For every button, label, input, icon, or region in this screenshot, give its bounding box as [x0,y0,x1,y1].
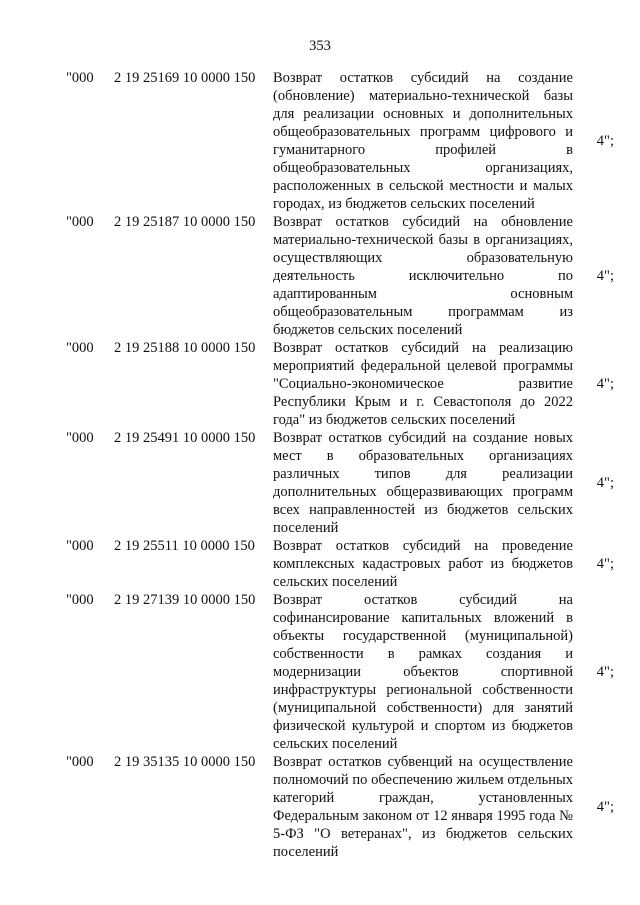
row-description: Возврат остатков субсидий на создание (обновление) материально-технической базы для реализации основных и дополнительных общеобразовательных программ цифрового и гуманитарного профилей в общеобразовательных организациях, расположенных в сельской местности и малых городах, из бюджетов сельских поселений [273,70,573,212]
row-code-prefix: "000 [66,214,94,230]
table-row [0,753,640,861]
row-description: Возврат остатков субвенций на осуществление полномочий по обеспечению жильем отдельных категорий граждан, установленных Федеральным законом от 12 января 1995 года № 5-ФЗ "О ветеранах", из бюджетов сельских поселений [273,754,573,860]
row-suffix: 4"; [596,799,614,815]
row-code: 2 19 25491 10 0000 150 [114,430,256,446]
row-description: Возврат остатков субсидий на проведение комплексных кадастровых работ из бюджетов сельских поселений [273,538,573,590]
row-code: 2 19 25187 10 0000 150 [114,214,256,230]
row-code: 2 19 25188 10 0000 150 [114,340,256,356]
row-description: Возврат остатков субсидий на создание новых мест в образовательных организациях различных типов для реализации дополнительных общеразвивающих программ всех направленностей из бюджетов сельских поселений [273,430,573,536]
row-code: 2 19 25169 10 0000 150 [114,70,256,86]
table-row [0,591,640,753]
row-suffix: 4"; [596,268,614,284]
row-code-prefix: "000 [66,592,94,608]
table-row [0,429,640,537]
row-description: Возврат остатков субсидий на реализацию мероприятий федеральной целевой программы "Социально-экономическое развитие Республики Крым и г. Севастополя до 2022 года" из бюджетов сельских поселений [273,340,573,428]
row-code: 2 19 27139 10 0000 150 [114,592,256,608]
row-description: Возврат остатков субсидий на софинансирование капитальных вложений в объекты государственной (муниципальной) собственности в рамках создания и модернизации объектов спортивной инфраструктуры региональной собственности (муниципальной собственности) для занятий физической культурой и спортом из бюджетов сельских поселений [273,592,573,752]
row-code-prefix: "000 [66,430,94,446]
row-suffix: 4"; [596,133,614,149]
row-code: 2 19 35135 10 0000 150 [114,754,256,770]
row-code-prefix: "000 [66,754,94,770]
page-number: 353 [309,38,331,54]
row-code-prefix: "000 [66,70,94,86]
row-description: Возврат остатков субсидий на обновление материально-технической базы в организациях, осуществляющих образовательную деятельность исключительно по адаптированным основным общеобразовательным программам из бюджетов сельских поселений [273,214,573,338]
row-code-prefix: "000 [66,538,94,554]
row-suffix: 4"; [596,475,614,491]
classification-table [0,69,640,861]
table-row [0,537,640,591]
row-suffix: 4"; [596,376,614,392]
table-row [0,69,640,213]
row-code: 2 19 25511 10 0000 150 [114,538,255,554]
table-row [0,213,640,339]
row-suffix: 4"; [596,664,614,680]
row-code-prefix: "000 [66,340,94,356]
table-row [0,339,640,429]
row-suffix: 4"; [596,556,614,572]
